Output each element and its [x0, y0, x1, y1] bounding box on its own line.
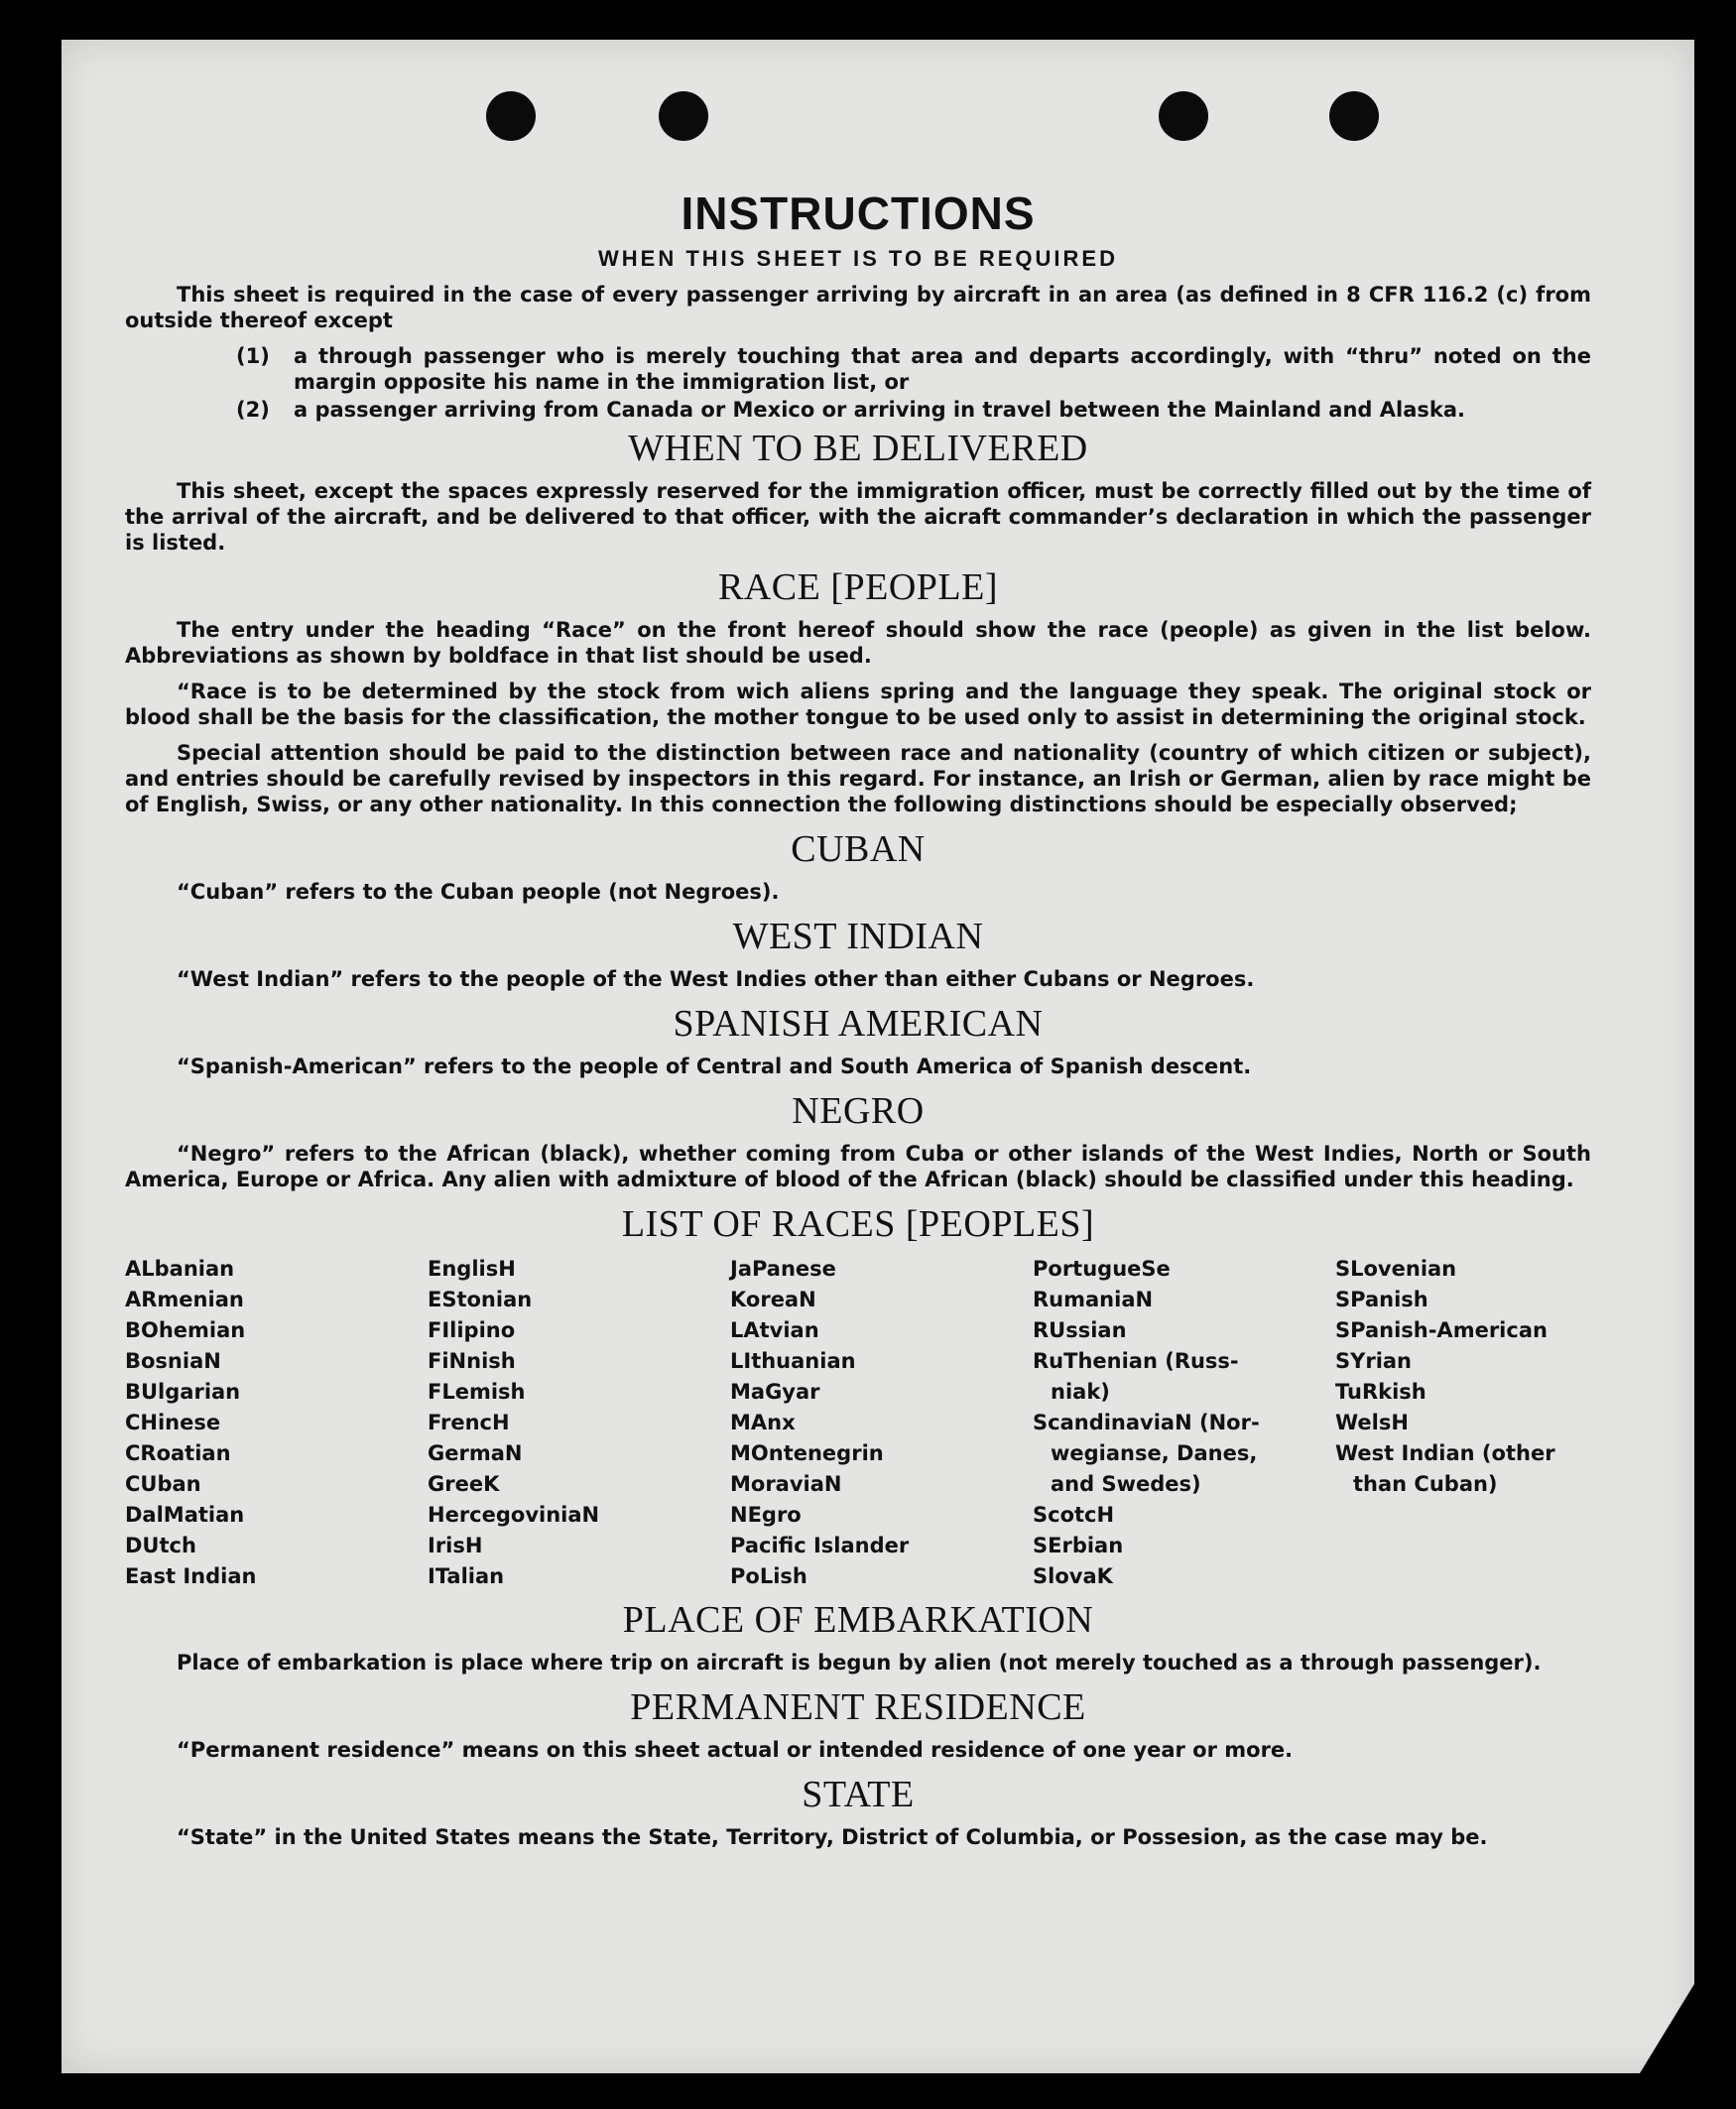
state-text: “State” in the United States means the State, Territory, District of Columbia, or Possesion, as the case may be. — [177, 1825, 1488, 1849]
race-item: CUban — [125, 1472, 201, 1496]
negro-text: “Negro” refers to the African (black), whether coming from Cuba or other islands of the West Indies, North or South America, Europe or Africa. Any alien with admixture of blood of the African (black) should be classified under this heading. — [125, 1142, 1591, 1191]
race-item: JaPanese — [730, 1257, 836, 1281]
punch-hole — [1159, 91, 1208, 141]
race-item: LIthuanian — [730, 1349, 856, 1373]
section-heading-cuban: CUBAN — [791, 828, 926, 870]
cuban-text: “Cuban” refers to the Cuban people (not Negroes). — [177, 880, 780, 904]
race-item: SErbian — [1033, 1534, 1124, 1557]
race-item: FiNnish — [428, 1349, 516, 1373]
race-item: FLemish — [428, 1380, 526, 1404]
section-heading-embarkation: PLACE OF EMBARKATION — [622, 1599, 1094, 1641]
section-heading-race-list: LIST OF RACES [PEOPLES] — [621, 1203, 1095, 1245]
race-item: PoLish — [730, 1564, 807, 1588]
race-item: FrencH — [428, 1411, 510, 1434]
section-heading-west-indian: WEST INDIAN — [732, 916, 984, 957]
race-item: WelsH — [1335, 1411, 1409, 1434]
race-item: BUlgarian — [125, 1380, 241, 1404]
race-item: Pacific Islander — [730, 1534, 910, 1557]
race-item: SLovenian — [1335, 1257, 1457, 1281]
race-item: BOhemian — [125, 1318, 246, 1342]
section-heading-race: RACE [PEOPLE] — [718, 566, 998, 608]
punch-hole — [659, 91, 708, 141]
race-item: MAnx — [730, 1411, 796, 1434]
required-intro: This sheet is required in the case of every passenger arriving by aircraft in an area (as defined in 8 CFR 116.2 (c) from outside thereof except — [125, 283, 1591, 332]
race-column — [428, 1254, 730, 1592]
spanish-american-text: “Spanish-American” refers to the people of Central and South America of Spanish descent. — [177, 1054, 1252, 1078]
west-indian-text: “West Indian” refers to the people of the West Indies other than either Cubans or Negroes. — [177, 967, 1255, 991]
residence-text: “Permanent residence” means on this sheet actual or intended residence of one year or more. — [177, 1738, 1294, 1762]
race-item: LAtvian — [730, 1318, 819, 1342]
race-item: niak) — [1051, 1380, 1110, 1404]
section-heading-negro: NEGRO — [792, 1090, 925, 1132]
race-item: ARmenian — [125, 1288, 244, 1311]
race-item: TuRkish — [1335, 1380, 1426, 1404]
race-item: IrisH — [428, 1534, 483, 1557]
race-item: NEgro — [730, 1503, 802, 1527]
race-item: ITalian — [428, 1564, 505, 1588]
race-paragraph-3: Special attention should be paid to the distinction between race and nationality (country of which citizen or subject), and entries should be carefully revised by inspectors in this regard. For instance, an Irish or German, alien by race might be of English, Swiss, or any other nationality. In this connection the following distinctions should be especially observed; — [125, 741, 1591, 816]
delivered-text: This sheet, except the spaces expressly reserved for the immigration officer, must be correctly filled out by the time of the arrival of the aircraft, and be delivered to that officer, with the aicraft commander’s declaration in which the passenger is listed. — [125, 479, 1591, 555]
race-item: CRoatian — [125, 1441, 231, 1465]
race-column — [1335, 1254, 1591, 1592]
page-title: INSTRUCTIONS — [681, 187, 1036, 239]
section-heading-residence: PERMANENT RESIDENCE — [630, 1686, 1086, 1728]
race-item: GreeK — [428, 1472, 500, 1496]
folded-corner — [1640, 1984, 1694, 2073]
race-item: HercegoviniaN — [428, 1503, 600, 1527]
race-list — [125, 1254, 1591, 1592]
race-item: and Swedes) — [1051, 1472, 1201, 1496]
race-item: CHinese — [125, 1411, 221, 1434]
document-page — [62, 40, 1694, 2073]
instructions-content — [125, 149, 1591, 1860]
race-item: DUtch — [125, 1534, 196, 1557]
race-item: EStonian — [428, 1288, 533, 1311]
race-paragraph-2: “Race is to be determined by the stock from wich aliens spring and the language they speak. The original stock or blood shall be the basis for the classification, the mother tongue to be used only to assist in determining the original stock. — [125, 680, 1591, 729]
race-item: ScandinaviaN (Nor- — [1033, 1411, 1260, 1434]
race-item: PortugueSe — [1033, 1257, 1171, 1281]
race-item: wegianse, Danes, — [1051, 1441, 1258, 1465]
page-subtitle: WHEN THIS SHEET IS TO BE REQUIRED — [598, 246, 1118, 271]
race-column — [125, 1254, 428, 1592]
race-item: SYrian — [1335, 1349, 1413, 1373]
exception-item — [125, 343, 1591, 395]
punch-hole — [1329, 91, 1379, 141]
race-item: DalMatian — [125, 1503, 245, 1527]
race-item: FIlipino — [428, 1318, 516, 1342]
race-item: West Indian (other — [1335, 1441, 1555, 1465]
race-column — [730, 1254, 1033, 1592]
race-item: RUssian — [1033, 1318, 1127, 1342]
race-item: KoreaN — [730, 1288, 816, 1311]
exception-number: (2) — [236, 398, 270, 422]
race-item: than Cuban) — [1353, 1472, 1498, 1496]
race-item: RumaniaN — [1033, 1288, 1154, 1311]
embarkation-text: Place of embarkation is place where trip on aircraft is begun by alien (not merely touched as a through passenger). — [177, 1651, 1542, 1675]
race-item: GermaN — [428, 1441, 523, 1465]
race-item: BosniaN — [125, 1349, 221, 1373]
exception-number: (1) — [236, 344, 270, 368]
race-item: SPanish — [1335, 1288, 1428, 1311]
race-item: RuThenian (Russ- — [1033, 1349, 1239, 1373]
race-item: ScotcH — [1033, 1503, 1115, 1527]
race-item: MOntenegrin — [730, 1441, 884, 1465]
punch-hole — [486, 91, 536, 141]
race-item: MoraviaN — [730, 1472, 842, 1496]
race-item: EnglisH — [428, 1257, 516, 1281]
race-item: East Indian — [125, 1564, 257, 1588]
race-item: MaGyar — [730, 1380, 820, 1404]
race-paragraph-1: The entry under the heading “Race” on the front hereof should show the race (people) as given in the list below. Abbreviations as shown by boldface in that list should be used. — [125, 618, 1591, 668]
exception-text: a through passenger who is merely touching that area and departs accordingly, with “thru” noted on the margin opposite his name in the immigration list, or — [294, 344, 1591, 394]
section-heading-delivered: WHEN TO BE DELIVERED — [628, 428, 1088, 469]
race-item: SPanish-American — [1335, 1318, 1548, 1342]
exception-text: a passenger arriving from Canada or Mexico or arriving in travel between the Mainland and Alaska. — [294, 398, 1465, 422]
exception-item — [125, 397, 1591, 423]
race-item: ALbanian — [125, 1257, 235, 1281]
section-heading-state: STATE — [802, 1774, 915, 1815]
race-column — [1033, 1254, 1335, 1592]
section-heading-spanish-american: SPANISH AMERICAN — [673, 1003, 1044, 1045]
race-item: SlovaK — [1033, 1564, 1113, 1588]
